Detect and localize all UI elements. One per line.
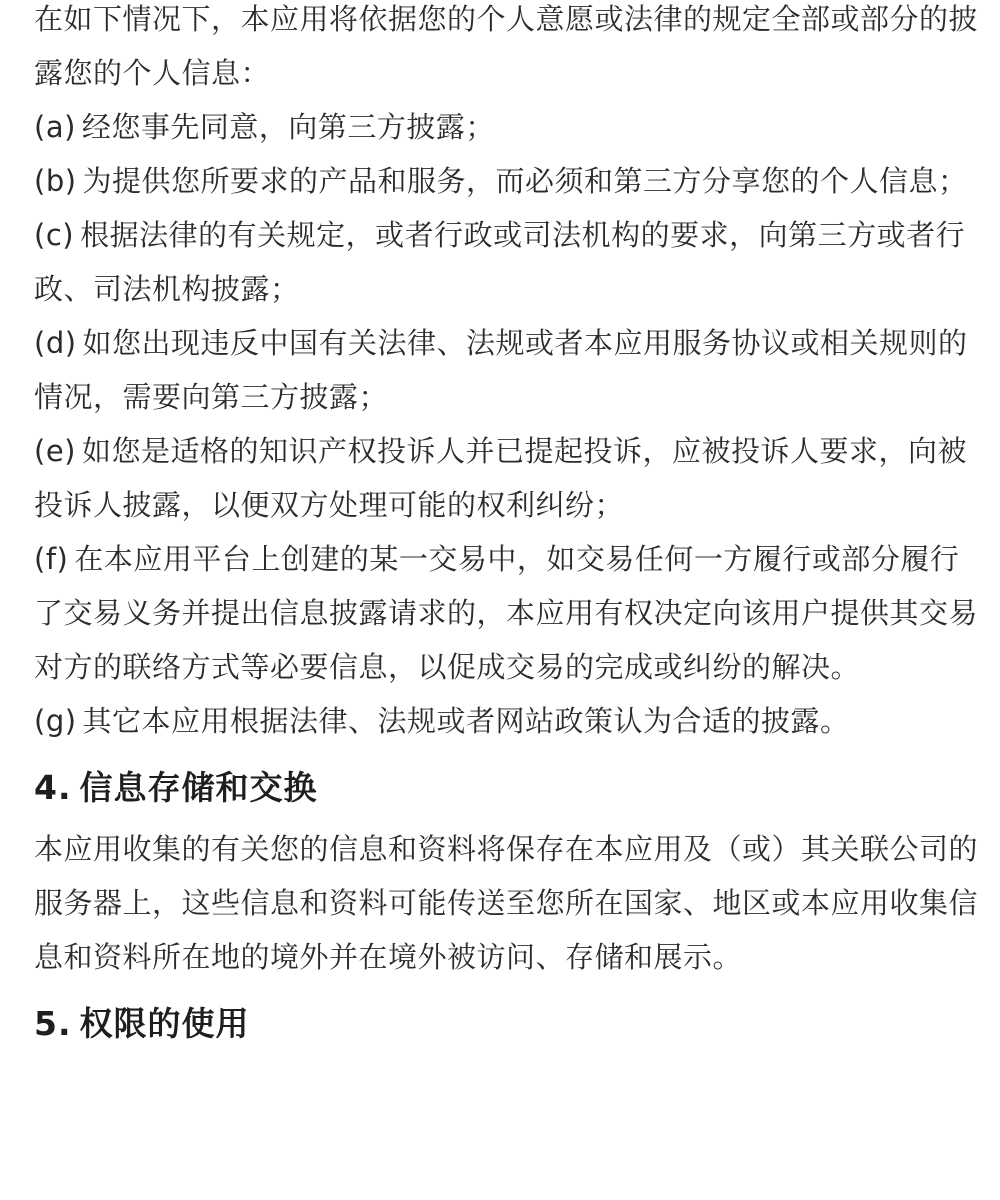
list-marker: (c) bbox=[34, 218, 75, 252]
list-marker: (a) bbox=[34, 110, 76, 144]
list-item-text: 根据法律的有关规定，或者行政或司法机构的要求，向第三方或者行政、司法机构披露； bbox=[34, 218, 966, 306]
disclosure-list bbox=[34, 100, 986, 748]
section-number: 5. bbox=[34, 1004, 72, 1043]
list-marker: (g) bbox=[34, 704, 77, 738]
list-item-b bbox=[34, 154, 986, 208]
section-title: 信息存储和交换 bbox=[79, 768, 318, 807]
list-item-a bbox=[34, 100, 986, 154]
list-item-e bbox=[34, 424, 986, 532]
list-item-f bbox=[34, 532, 986, 694]
list-marker: (d) bbox=[34, 326, 77, 360]
intro-paragraph: 在如下情况下，本应用将依据您的个人意愿或法律的规定全部或部分的披露您的个人信息： bbox=[34, 2, 979, 90]
section-5-heading bbox=[34, 994, 986, 1054]
list-item-text: 其它本应用根据法律、法规或者网站政策认为合适的披露。 bbox=[82, 704, 850, 738]
list-item-g bbox=[34, 694, 986, 748]
list-marker: (e) bbox=[34, 434, 76, 468]
list-item-d bbox=[34, 316, 986, 424]
list-marker: (f) bbox=[34, 542, 69, 576]
section-number: 4. bbox=[34, 768, 72, 807]
section-title: 权限的使用 bbox=[79, 1004, 250, 1043]
list-item-text: 在本应用平台上创建的某一交易中，如交易任何一方履行或部分履行了交易义务并提出信息披露请求的，本应用有权决定向该用户提供其交易对方的联络方式等必要信息，以促成交易的完成或纠纷的解决。 bbox=[34, 542, 979, 684]
list-item-text: 为提供您所要求的产品和服务，而必须和第三方分享您的个人信息； bbox=[82, 164, 968, 198]
list-item-text: 如您出现违反中国有关法律、法规或者本应用服务协议或相关规则的情况，需要向第三方披露； bbox=[34, 326, 968, 414]
section-4-body: 本应用收集的有关您的信息和资料将保存在本应用及（或）其关联公司的服务器上，这些信息和资料可能传送至您所在国家、地区或本应用收集信息和资料所在地的境外并在境外被访问、存储和展示。 bbox=[34, 832, 979, 974]
list-item-text: 经您事先同意，向第三方披露； bbox=[81, 110, 495, 144]
list-item-text: 如您是适格的知识产权投诉人并已提起投诉，应被投诉人要求，向被投诉人披露，以便双方处理可能的权利纠纷； bbox=[34, 434, 967, 522]
section-4-heading bbox=[34, 758, 986, 818]
list-marker: (b) bbox=[34, 164, 77, 198]
list-item-c bbox=[34, 208, 986, 316]
